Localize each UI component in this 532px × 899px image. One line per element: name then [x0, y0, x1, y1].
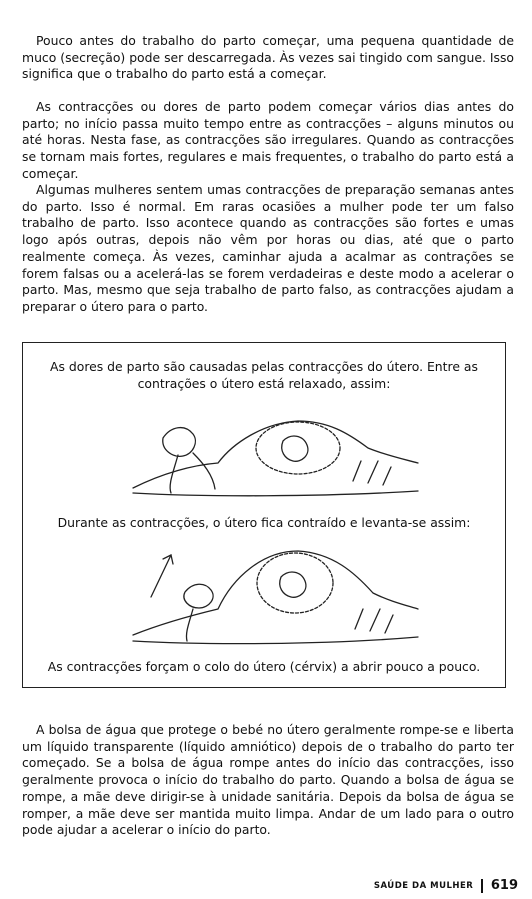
caption-relaxed-uterus: As dores de parto são causadas pelas contracções do útero. Entre as contrações o útero está relaxado, assim: [50, 359, 478, 391]
contracted-uterus-illustration [123, 537, 423, 649]
relaxed-uterus-illustration [123, 393, 423, 503]
paragraph-contractions: As contracções ou dores de parto podem começar vários dias antes do parto; no início passa muito tempo entre as contracções – alguns minutos ou até horas. Nesta fase, as contracções são irregulares. Quando as contracções se tornam mais fortes, regulares e mais frequentes, o trabalho do parto está a começar. [22, 99, 514, 181]
footer-divider [481, 879, 483, 893]
paragraph-mucus: Pouco antes do trabalho do parto começar, uma pequena quantidade de muco (secreção) pode ser descarregada. Às vezes sai tingido com sangue. Isso significa que o trabalho do parto está a começar. [22, 33, 514, 82]
page-number: 619 [490, 878, 518, 893]
paragraph-water-bag: A bolsa de água que protege o bebé no útero geralmente rompe-se e liberta um líquido transparente (líquido amniótico) depois de o trabalho do parto ter começado. Se a bolsa de água rompe antes do início das contracções, isso geralmente provoca o início do trabalho do parto. Quando a bolsa de água se rompe, a mãe deve dirigir-se à unidade sanitária. Depois da bolsa de água se romper, a mãe deve ser mantida muito limpa. Andar de um lado para o outro pode ajudar a acelerar o início do parto. [22, 722, 514, 838]
page-footer [374, 878, 518, 893]
caption-cervix: As contracções forçam o colo do útero (cérvix) a abrir pouco a pouco. [47, 659, 481, 674]
caption-contracted-uterus: Durante as contracções, o útero fica contraído e levanta-se assim: [57, 515, 471, 530]
illustration-box [22, 342, 506, 688]
footer-section-title: SAÚDE DA MULHER [373, 880, 474, 891]
paragraph-false-labor: Algumas mulheres sentem umas contracções de preparação semanas antes do parto. Isso é normal. Em raras ocasiões a mulher pode ter um falso trabalho de parto. Isso acontece quando as contracções são fortes e umas logo após outras, depois não vêm por horas ou dias, até que o parto realmente começa. Às vezes, caminhar ajuda a acalmar as contrações se forem falsas ou a acelerá-las se forem verdadeiras e deste modo a acelerar o parto. Mas, mesmo que seja trabalho de parto falso, as contracções ajudam a preparar o útero para o parto. [22, 182, 514, 314]
